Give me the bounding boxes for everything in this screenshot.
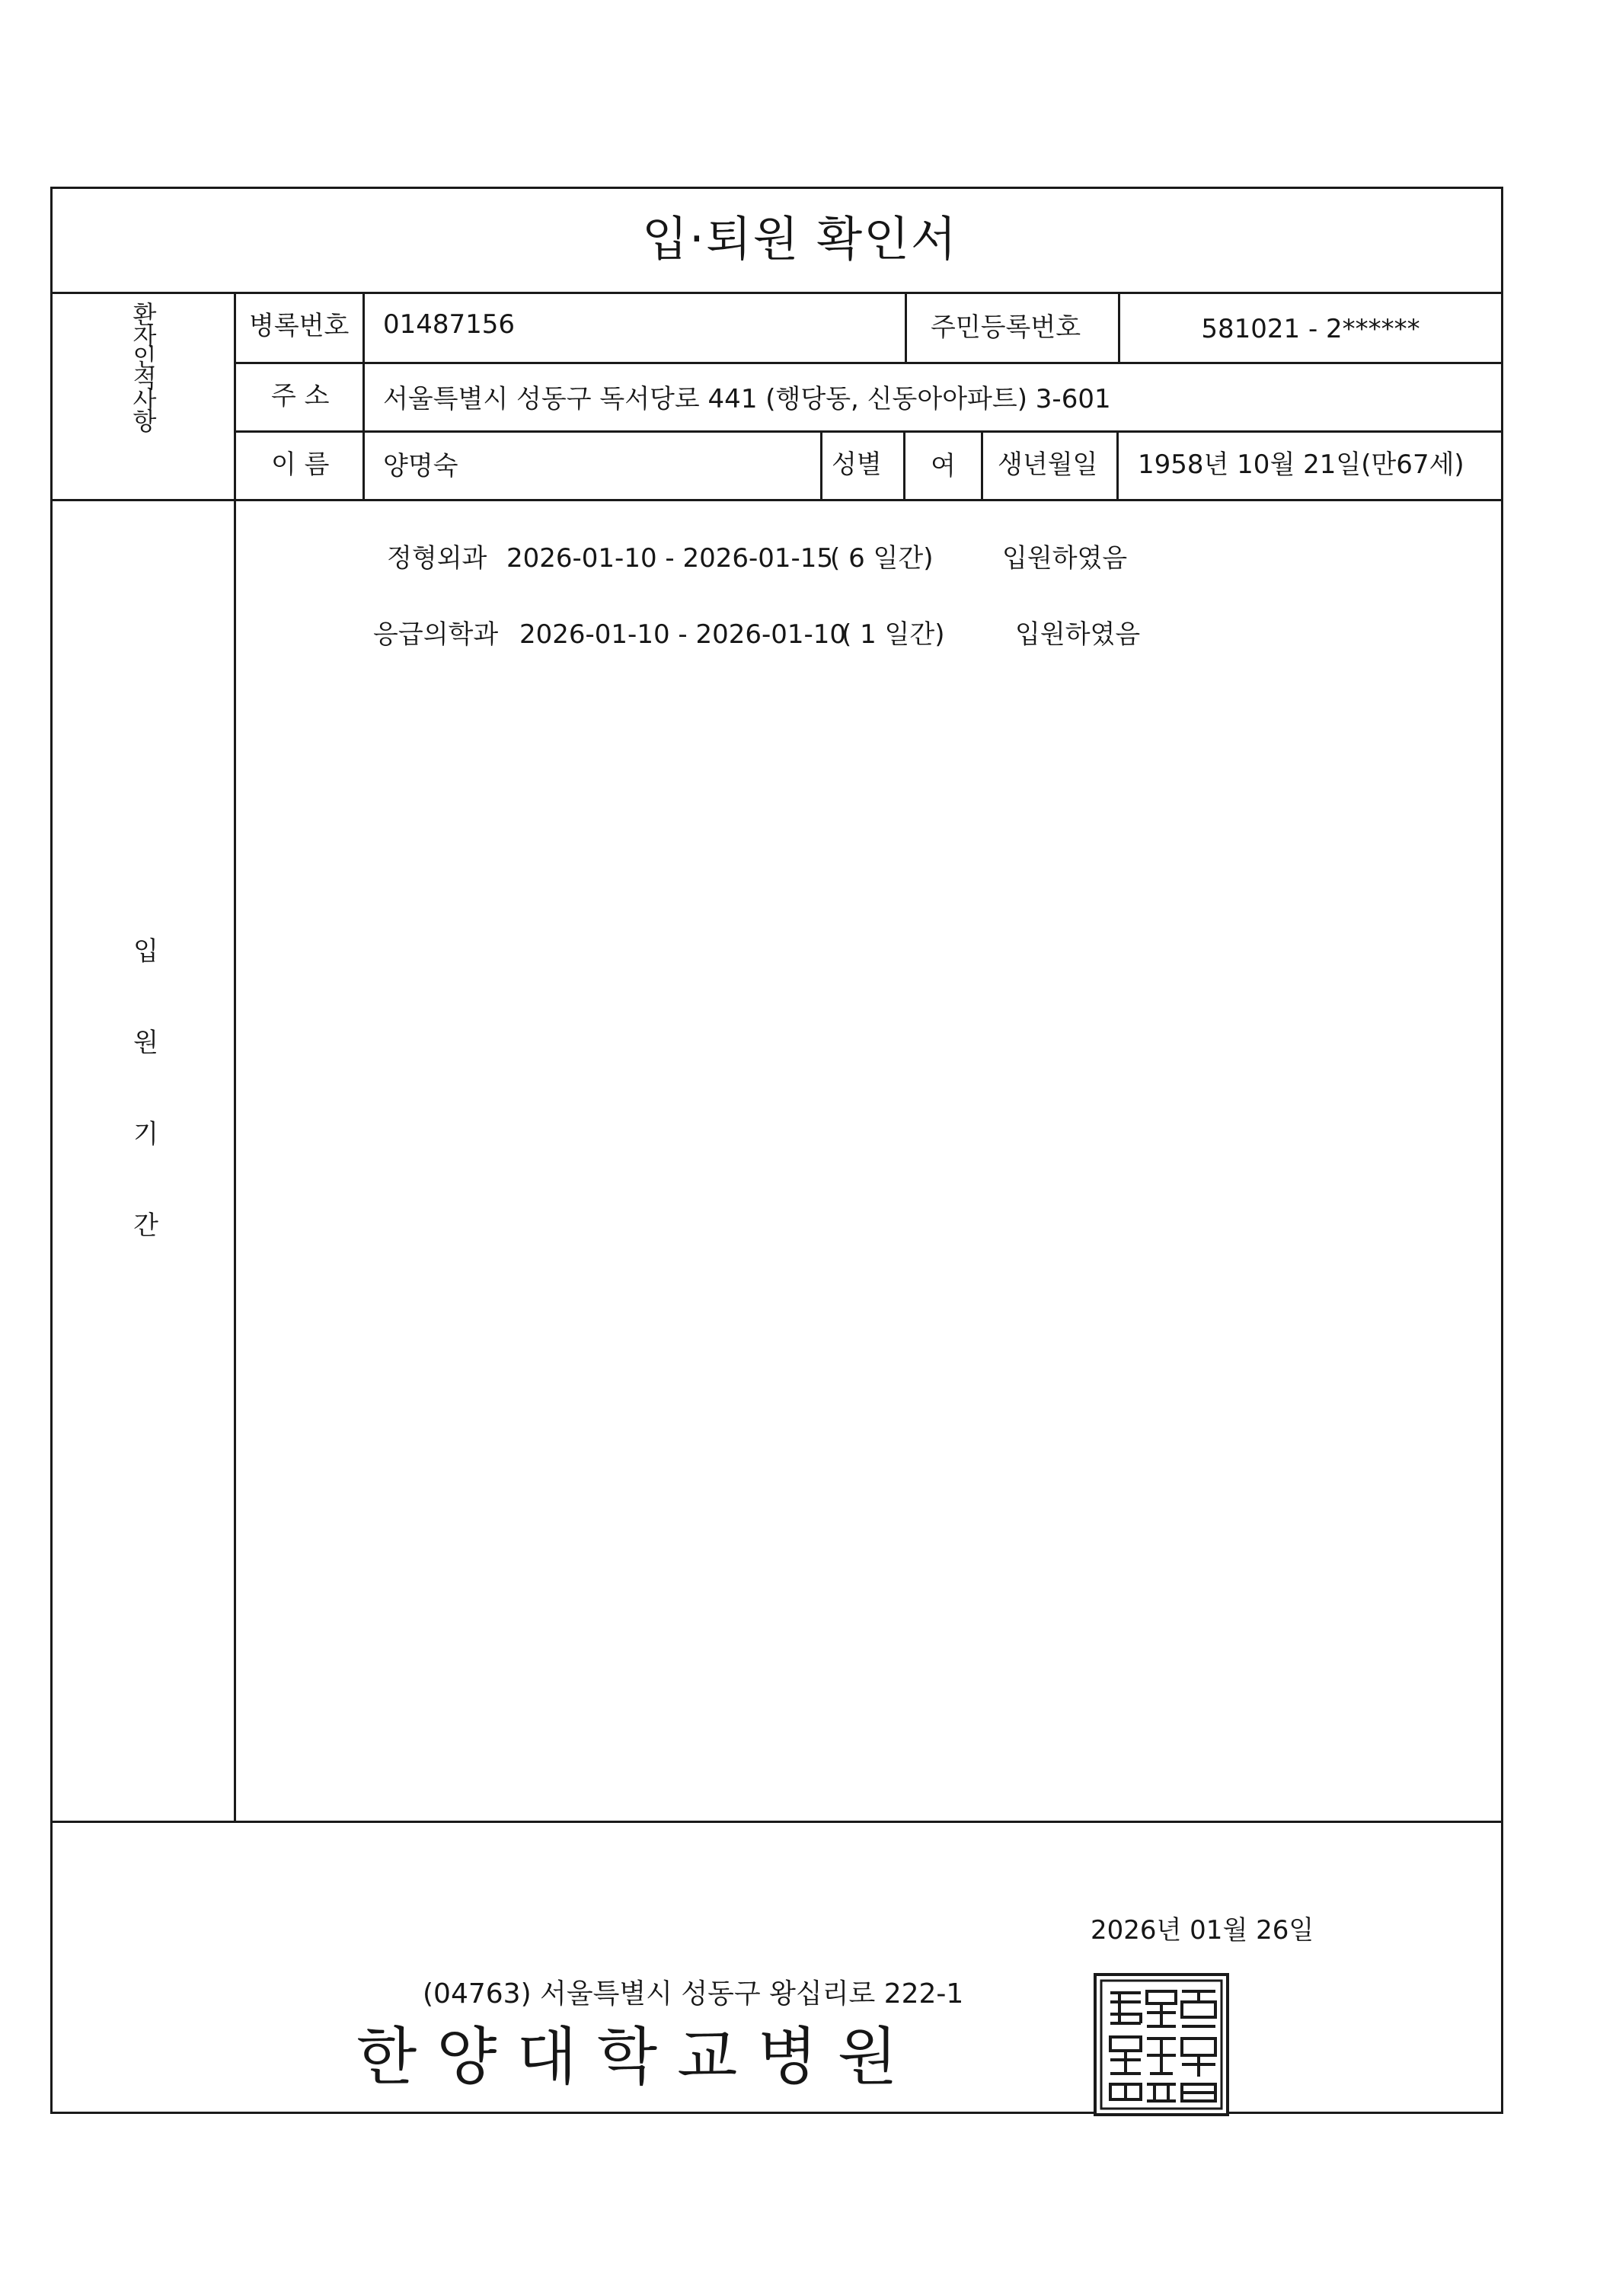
patient-section-text: 환자인적사항 xyxy=(129,302,158,430)
issue-date: 2026년 01월 26일 xyxy=(1091,1915,1314,1946)
official-seal-icon xyxy=(1094,1973,1229,2116)
admission-period: 2026-01-10 - 2026-01-15 xyxy=(506,543,834,574)
admission-days: ( 6 일간) xyxy=(830,543,934,574)
resident-no-label: 주민등록번호 xyxy=(931,312,1081,343)
birth-value: 1958년 10월 21일(만67세) xyxy=(1138,449,1464,480)
admission-section-label xyxy=(120,937,166,1307)
sex-value: 여 xyxy=(931,451,956,481)
document-title: 입·퇴원 확인서 xyxy=(642,211,958,267)
divider xyxy=(50,1821,1503,1823)
divider xyxy=(1116,430,1119,500)
admission-period: 2026-01-10 - 2026-01-10 xyxy=(519,619,847,650)
record-no-label: 병록번호 xyxy=(249,311,350,341)
admission-days: ( 1 일간) xyxy=(842,619,945,650)
admission-dept: 정형외과 xyxy=(387,543,487,574)
divider xyxy=(981,430,983,500)
divider xyxy=(236,362,1503,364)
divider xyxy=(905,292,907,362)
sex-label: 성별 xyxy=(832,449,882,480)
name-value: 양명숙 xyxy=(383,451,458,481)
address-label: 주 소 xyxy=(271,381,330,411)
address-value: 서울특별시 성동구 독서당로 441 (행당동, 신동아아파트) 3-601 xyxy=(383,384,1111,414)
admission-dept: 응급의학과 xyxy=(373,619,499,650)
divider xyxy=(234,292,236,1821)
resident-no-value: 581021 - 2****** xyxy=(1201,314,1420,344)
admission-status: 입원하였음 xyxy=(1002,543,1128,574)
divider xyxy=(820,430,822,500)
name-label: 이 름 xyxy=(271,449,330,480)
admission-status: 입원하였음 xyxy=(1015,619,1141,650)
birth-label: 생년월일 xyxy=(998,449,1098,480)
hospital-address: (04763) 서울특별시 성동구 왕십리로 222-1 xyxy=(423,1978,964,2010)
divider xyxy=(50,292,1503,294)
hospital-name: 한 양 대 학 교 병 원 xyxy=(356,2021,898,2093)
divider xyxy=(50,499,1503,501)
divider xyxy=(236,430,1503,433)
patient-section-label xyxy=(120,302,166,433)
record-no-value: 01487156 xyxy=(383,309,516,340)
admission-section-text: 입원기간 xyxy=(128,937,158,1303)
divider xyxy=(362,292,365,500)
